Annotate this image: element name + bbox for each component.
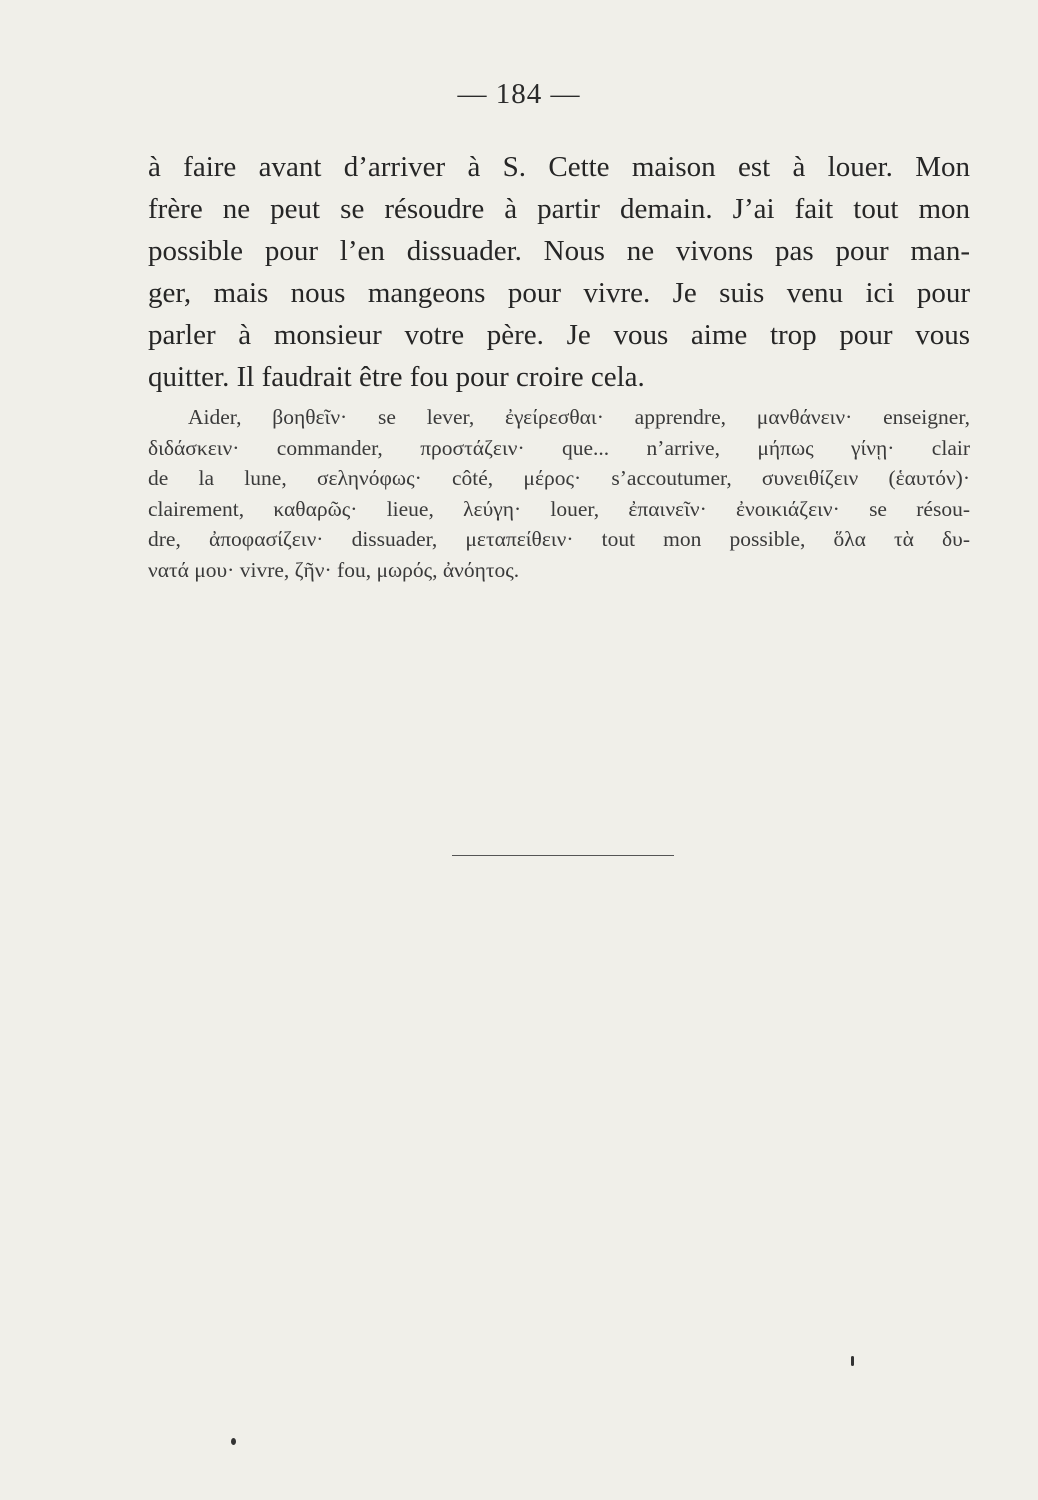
section-divider — [452, 855, 674, 856]
vocab-line: διδάσκειν· commander, προστάζειν· que... n’arrive, μήπως γίνῃ· clair — [148, 435, 970, 460]
vocab-line: de la lune, σεληνόφως· côté, μέρος· s’accoutumer, συνειθίζειν (ἑαυτόν)· — [148, 466, 970, 490]
vocab-line: Aider, βοηθεῖν· se lever, ἐγείρεσθαι· apprendre, μανθάνειν· enseigner, — [188, 405, 970, 429]
text-line: à faire avant d’arriver à S. Cette maison est à louer. Mon — [148, 151, 970, 183]
ink-speck — [231, 1438, 236, 1445]
vocab-line: clairement, καθαρῶς· lieue, λεύγη· louer, ἐπαινεῖν· ἐνοικιάζειν· se résou- — [148, 496, 970, 521]
text-line: possible pour l’en dissuader. Nous ne vivons pas pour man- — [148, 235, 970, 267]
vocabulary-notes — [148, 402, 970, 585]
vocab-line: νατά μου· vivre, ζῆν· fou, μωρός, ἀνόητος. — [148, 557, 520, 582]
text-line: parler à monsieur votre père. Je vous aime trop pour vous — [148, 319, 970, 351]
text-line: ger, mais nous mangeons pour vivre. Je suis venu ici pour — [148, 277, 970, 309]
vocab-line: dre, ἀποφασίζειν· dissuader, μεταπείθειν· tout mon possible, ὅλα τὰ δυ- — [148, 527, 970, 551]
text-line: frère ne peut se résoudre à partir demain. J’ai fait tout mon — [148, 193, 970, 225]
ink-speck — [851, 1356, 854, 1366]
main-paragraph — [148, 146, 970, 398]
text-line: quitter. Il faudrait être fou pour croire cela. — [148, 361, 645, 393]
page-number: — 184 — — [457, 78, 581, 110]
